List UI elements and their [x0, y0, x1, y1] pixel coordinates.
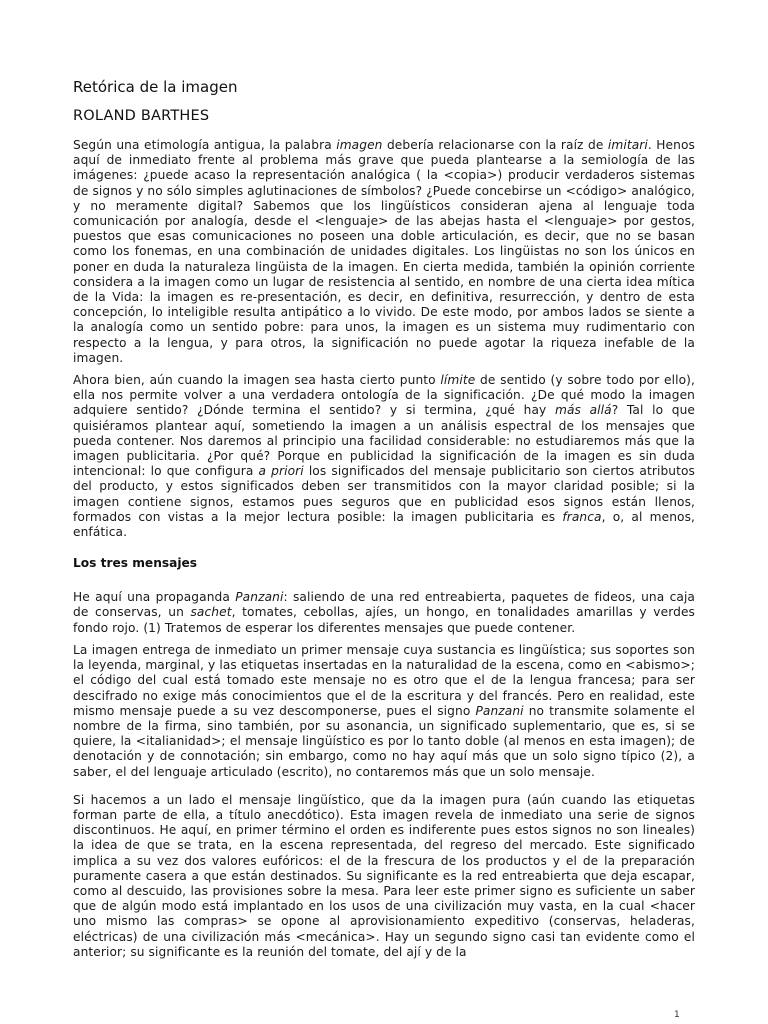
page-number: 1	[674, 1010, 680, 1020]
italic-term: Panzani	[475, 703, 524, 718]
text-run: , o, al menos, enfática.	[73, 509, 695, 540]
section-heading: Los tres mensajes	[73, 556, 198, 571]
text-run: no transmite solamente el nombre de la firma, sino también, por su asonancia, un significado suplementario, que es, si se quiere, la <italianidad>; el mensaje lingüístico es por lo tanto doble (al menos en esta imagen); de denotación y de connotación; sin embargo, como no hay aquí más que un solo signo típico (2), a saber, el del lenguaje articulado (escrito), no contaremos más que un solo mensaje.	[73, 703, 695, 779]
text-run: . Henos aquí de inmediato frente al problema más grave que pueda plantearse a la semiología de las imágenes: ¿puede acaso la representación analógica ( la <copia>) producir verdaderos sistemas de signos y no sólo simples aglutinaciones de símbolos? ¿Puede concebirse un <código> analógico, y no meramente digital? Sabemos que los lingüísticos consideran ajena al lenguaje toda comunicación por analogía, desde el <lenguaje> de las abejas hasta el <lenguaje> por gestos, puestos que esas comunicaciones no poseen una doble articulación, es decir, que no se basan como los fonemas, en una combinación de unidades digitales. Los lingüistas no son los únicos en poner en duda la naturaleza lingüista de la imagen. En cierta medida, también la opinión corriente considera a la imagen como un lugar de resistencia al sentido, en nombre de una cierta idea mítica de la Vida: la imagen es re-presentación, es decir, en definitiva, resurrección, y dentro de esta concepción, lo inteligible resulta antipático a lo vivido. De este modo, por ambos lados se siente a la analogía como un sentido pobre: para unos, la imagen es un sistema muy rudimentario con respecto a la lengua, y para otros, la significación no puede agotar la riqueza inefable de la imagen.	[73, 138, 695, 365]
italic-term: imitari	[607, 138, 648, 152]
italic-term: límite	[440, 373, 476, 388]
italic-term: franca	[562, 509, 602, 524]
italic-term: imagen	[336, 138, 383, 152]
text-run: los significados del mensaje publicitario son ciertos atributos del producto, y estos significados deben ser transmitidos con la mayor claridad posible; si la imagen contiene signos, estamos pues seguros que en publicidad esos signos están llenos, formados con vistas a la mejor lectura posible: la imagen publicitaria es	[73, 464, 696, 524]
document-page	[73, 78, 695, 967]
text-run: ? Tal lo que quisiéramos plantear aquí, sometiendo la imagen a un análisis espectral de los mensajes que pueda contener. Nos daremos al principio una facilidad considerable: no estudiaremos más que la imagen publicitaria. ¿Por qué? Porque en publicidad la significación de la imagen es sin duda intencional: lo que configura	[73, 403, 696, 479]
paragraph-3	[73, 590, 695, 636]
text-run: de sentido (y sobre todo por ello), ella nos permite volver a una verdadera ontología de la significación. ¿De qué modo la imagen adquiere sentido? ¿Dónde termina el sentido? y si termina, ¿qué hay	[73, 373, 695, 418]
paragraph-4	[73, 643, 695, 780]
author-name: ROLAND BARTHES	[73, 108, 210, 124]
text-run: Según una etimología antigua, la palabra	[73, 138, 337, 152]
italic-term: a priori	[258, 464, 304, 479]
text-run: , tomates, cebollas, ajíes, un hongo, en tonalidades amarillas y verdes fondo rojo. (1) Tratemos de esperar los diferentes mensajes que puede contener.	[73, 605, 695, 635]
text-run: Ahora bien, aún cuando la imagen sea hasta cierto punto	[73, 373, 441, 388]
text-run: : saliendo de una red entreabierta, paquetes de fideos, una caja de conservas, un	[73, 590, 695, 620]
text-run: La imagen entrega de inmediato un primer mensaje cuya sustancia es lingüística; sus soportes son la leyenda, marginal, y las etiquetas insertadas en la naturalidad de la escena, como en <abismo>; el código del cual está tomado este mensaje no es otro que el de la lengua francesa; para ser descifrado no exige más conocimientos que el de la escritura y del francés. Pero en realidad, este mismo mensaje puede a su vez descomponerse, pues el signo	[73, 642, 695, 718]
text-run: He aquí una propaganda	[73, 590, 236, 605]
document-title: Retórica de la imagen	[73, 78, 238, 96]
paragraph-1	[73, 138, 695, 366]
italic-term: Panzani	[235, 590, 284, 605]
text-run: Si hacemos a un lado el mensaje lingüístico, que da la imagen pura (aún cuando las etiquetas forman parte de ella, a título anecdótico). Esta imagen revela de inmediato una serie de signos discontinuos. He aquí, en primer término el orden es indiferente pues estos signos no son lineales) la idea de que se trata, en la escena representada, del regreso del mercado. Este significado implica a su vez dos valores eufóricos: el de la frescura de los productos y el de la preparación puramente casera a que están destinados. Su significante es la red entreabierta que deja escapar, como al descuido, las provisiones sobre la mesa. Para leer este primer signo es suficiente un saber que de algún modo está implantado en los usos de una civilización muy vasta, en la cual <hacer uno mismo las compras> se opone al aprovisionamiento expeditivo (conservas, heladeras, eléctricas) de una civilización más <mecánica>. Hay un segundo signo casi tan evidente como el anterior; su significante es la reunión del tomate, del ají y de la	[73, 792, 695, 959]
paragraph-2	[73, 373, 695, 540]
italic-term: más allá	[554, 403, 612, 418]
text-run: debería relacionarse con la raíz de	[382, 138, 608, 152]
italic-term: sachet	[190, 605, 232, 620]
paragraph-5	[73, 793, 695, 960]
